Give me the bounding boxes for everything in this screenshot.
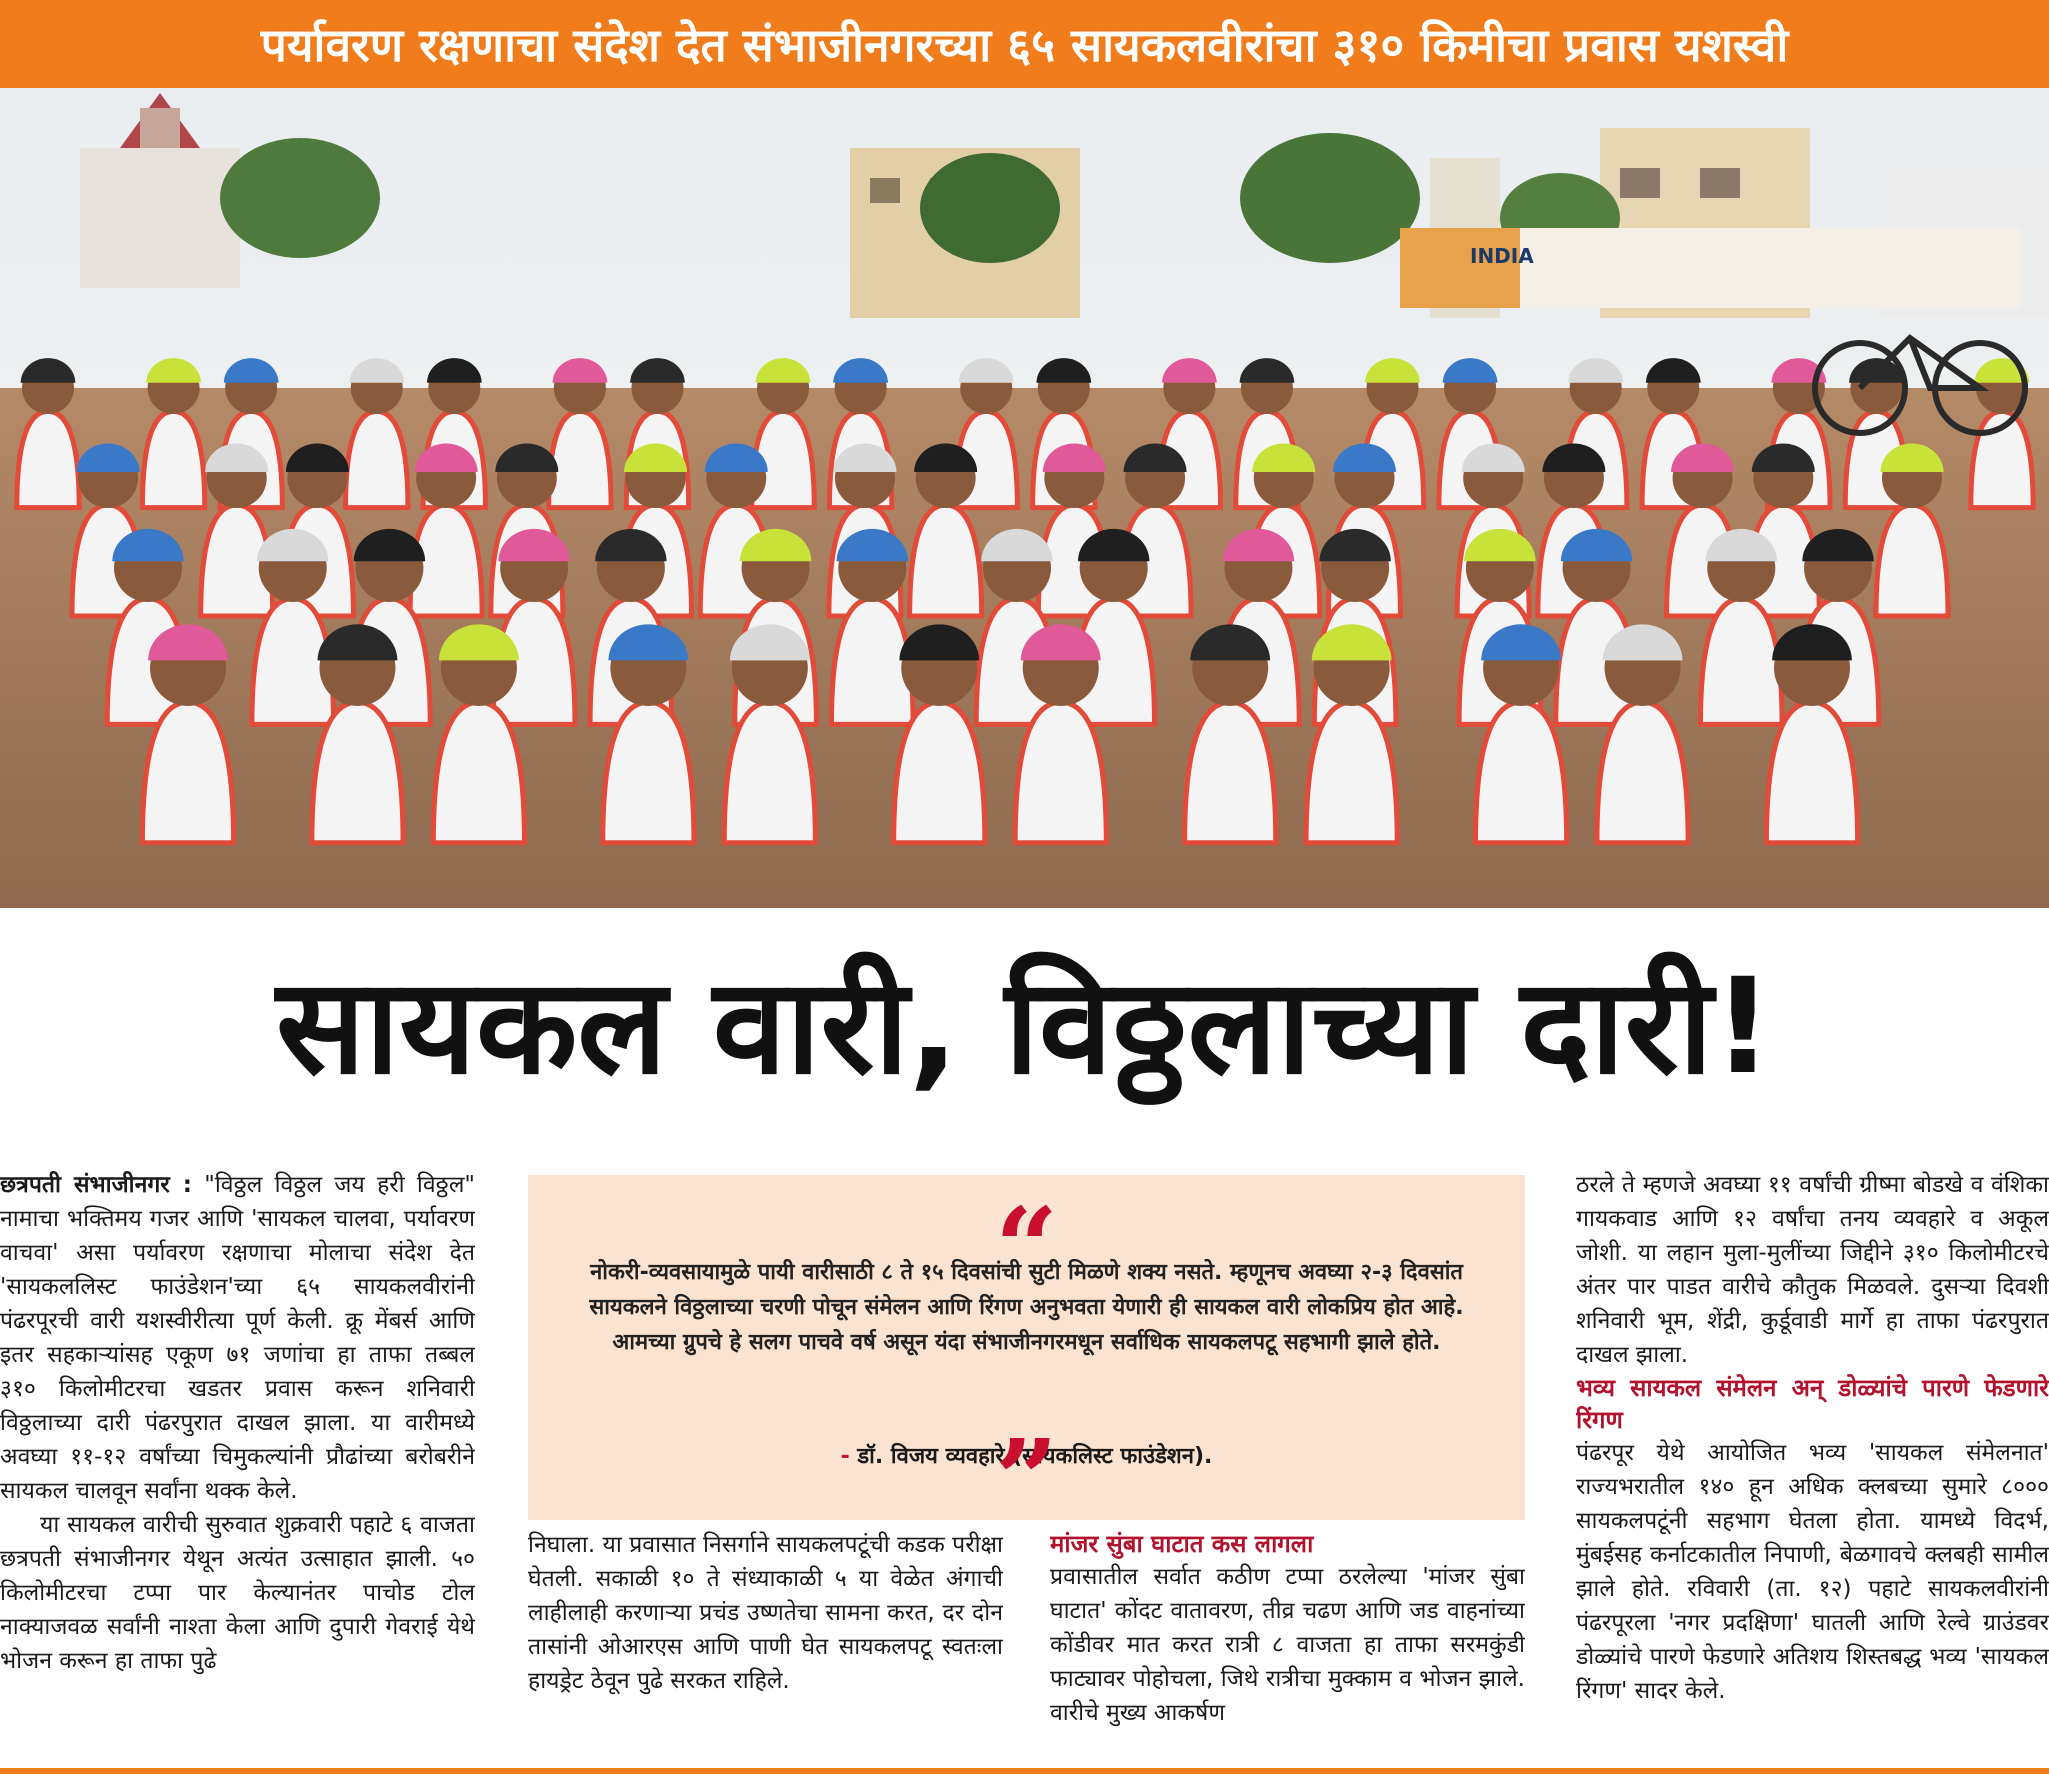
cyclist-jersey [549, 411, 611, 507]
banner-india-text: INDIA [1470, 244, 1534, 268]
quote-open-mark: “ [994, 1183, 1059, 1312]
cyclist-jersey [142, 411, 204, 507]
group-photo-illustration [0, 88, 2049, 908]
column-1-paragraph-1: "विठ्ठल विठ्ठल जय हरी विठ्ठल" नामाचा भक्तिमय गजर आणि 'सायकल चालवा, पर्यावरण वाचवा' असा पर्यावरण रक्षणाचा मोलाचा संदेश देत 'सायकललिस्ट फाउंडेशन'च्या ६५ सायकलवीरांनी पंढरपूरची वारी यशस्वीरीत्या पूर्ण केली. क्रू मेंबर्स आणि इतर सहकाऱ्यांसह एकूण ७१ जणांचा हा ताफा तब्बल ३१० किलोमीटरचा खडतर प्रवास करून शनिवारी विठ्ठलाच्या दारी पंढरपुरात दाखल झाला. या वारीमध्ये अवघ्या ११-१२ वर्षांच्या चिमुकल्यांनी प्रौढांच्या बरोबरीने सायकल चालवून सर्वांना थक्क केले. [0, 1172, 475, 1504]
cyclist-jersey [346, 411, 408, 507]
column-1-paragraph-2: या सायकल वारीची सुरुवात शुक्रवारी पहाटे ६ वाजता छत्रपती संभाजीनगर येथून अत्यंत उत्साहात झाली. ५० किलोमीटरचा टप्पा पार केल्यानंतर पाचोड टोल नाक्याजवळ सर्वांनी नाश्ता केला आणि दुपारी गेवराई येथे भोजन करून हा ताफा पुढे [0, 1512, 475, 1674]
group-photo [0, 88, 2049, 908]
column-4-paragraph-1: ठरले ते म्हणजे अवघ्या ११ वर्षांची ग्रीष्मा बोडखे व वंशिका गायकवाड आणि १२ वर्षांचा तनय व्यवहारे व अकूल जोशी. या लहान मुला-मुलींच्या जिद्दीने ३१० किलोमीटरचे अंतर पार पाडत वारीचे कौतुक मिळवले. दुसऱ्या दिवशी शनिवारी भूम, शेंद्री, कुर्डूवाडी मार्गे हा ताफा पंढरपुरात दाखल झाला. [1576, 1172, 2049, 1368]
quote-dash: - [840, 1444, 858, 1469]
article-column-4 [1576, 1168, 2049, 1758]
column-4-paragraph-2: पंढरपूर येथे आयोजित भव्य 'सायकल संमेलनात' राज्यभरातील १४० हून अधिक क्लबच्या सुमारे ८००० सायकलपटूंनी सहभाग घेतला होता. यामध्ये विदर्भ, मुंबईसह कर्नाटकातील निपाणी, बेळगावचे क्लबही सामील झाले होते. रविवारी (ता. १२) पहाटे सायकलवीरांनी पंढरपूरला 'नगर प्रदक्षिणा' घातली आणि रेल्वे ग्राउंडवर डोळ्यांचे पारणे फेडणारे अतिशय शिस्तबद्ध भव्य 'सायकल रिंगण' सादर केले. [1576, 1440, 2049, 1704]
column-3-paragraph-1: प्रवासातील सर्वात कठीण टप्पा ठरलेल्या 'मांजर सुंबा घाटात' कोंदट वातावरण, तीव्र चढण आणि जड वाहनांच्या कोंडीवर मात करत रात्री ८ वाजता हा ताफा सरमकुंडी फाट्यावर पोहोचला, जिथे रात्रीचा मुक्काम व भोजन झाले. वारीचे मुख्य आकर्षण [1050, 1564, 1525, 1726]
cyclist-jersey [17, 411, 79, 507]
dateline: छत्रपती संभाजीनगर : [0, 1172, 192, 1198]
article-column-3 [1050, 1528, 1525, 1768]
headline: सायकल वारी, विठ्ठलाच्या दारी! [276, 950, 1773, 1104]
top-banner [0, 0, 2049, 88]
article-column-1 [0, 1168, 475, 1758]
article-column-2 [528, 1528, 1003, 1768]
column-2-paragraph-1: निघाला. या प्रवासात निसर्गाने सायकलपटूंची कडक परीक्षा घेतली. सकाळी १० ते संध्याकाळी ५ या वेळेत अंगाची लाहीलाही करणाऱ्या प्रचंड उष्णतेचा सामना करत, दर दोन तासांनी ओआरएस आणि पाणी घेत सायकलपटू स्वतःला हायड्रेट ठेवून पुढे सरकत राहिले. [528, 1532, 1003, 1694]
event-banners [1400, 228, 2020, 308]
quote-close-mark: ” [994, 1415, 1059, 1544]
banner-title: पर्यावरण रक्षणाचा संदेश देत संभाजीनगरच्या ६५ सायकलवीरांचा ३१० किमीचा प्रवास यशस्वी [260, 18, 1789, 72]
subhead-manjar-sumba: मांजर सुंबा घाटात कस लागला [1050, 1530, 1314, 1558]
quote-author: डॉ. विजय व्यवहारे (सायकलिस्ट फाउंडेशन). [857, 1444, 1213, 1469]
quote-text: नोकरी-व्यवसायामुळे पायी वारीसाठी ८ ते १५ दिवसांची सुटी मिळणे शक्य नसते. म्हणूनच अवघ्या २-३ दिवसांत सायकलने विठ्ठलाच्या चरणी पोचून संमेलन आणि रिंगण अनुभवता येणारी ही सायकल वारी लोकप्रिय होत आहे. आमच्या ग्रुपचे हे सलग पाचवे वर्ष असून यंदा संभाजीनगरमधून सर्वाधिक सायकलपटू सहभागी झाले होते. [589, 1260, 1464, 1355]
footer-rule [0, 1768, 2049, 1774]
subhead-cycle-sammelan: भव्य सायकल संमेलन अन् डोळ्यांचे पारणे फेडणारे रिंगण [1576, 1374, 2049, 1434]
